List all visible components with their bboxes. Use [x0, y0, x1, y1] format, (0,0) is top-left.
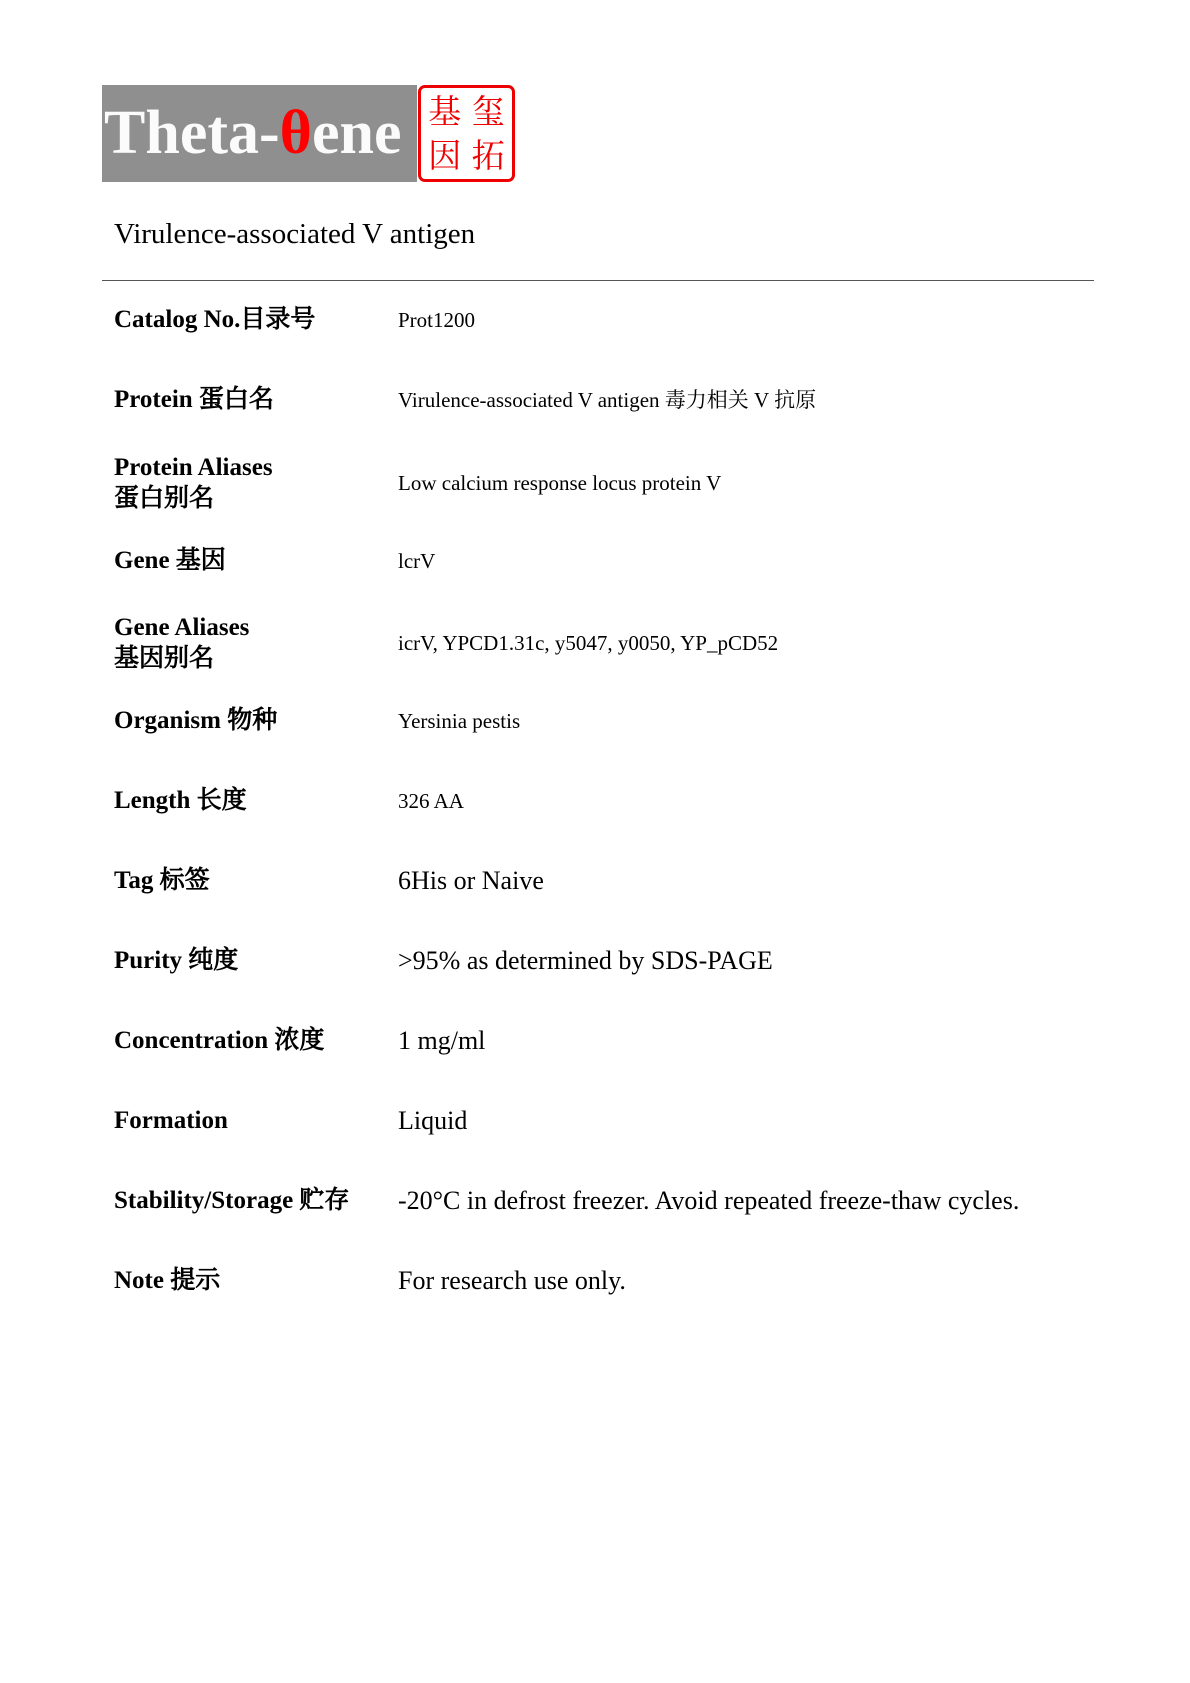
field-label: Formation [114, 1107, 228, 1134]
company-logo [102, 85, 515, 182]
field-value: -20°C in defrost freezer. Avoid repeated freeze-thaw cycles. [398, 1185, 1020, 1215]
field-protein-aliases [114, 452, 1114, 514]
logo-seal: 基 玺 因 拓 [418, 85, 515, 182]
product-title: Virulence-associated V antigen [114, 218, 476, 250]
field-tag [114, 865, 1114, 896]
field-organism [114, 705, 1114, 736]
field-label: Stability/Storage 贮存 [114, 1187, 350, 1214]
field-value: icrV, YPCD1.31c, y5047, y0050, YP_pCD52 [398, 631, 779, 655]
field-concentration [114, 1025, 1114, 1056]
field-label: Catalog No.目录号 [114, 306, 316, 333]
field-note [114, 1265, 1114, 1296]
logo-wordmark: Theta-θene [102, 85, 417, 182]
field-value: Liquid [398, 1105, 468, 1135]
field-value: 6His or Naive [398, 865, 544, 895]
field-protein [114, 384, 1114, 415]
field-value: Low calcium response locus protein V [398, 471, 722, 495]
field-value: Virulence-associated V antigen 毒力相关 V 抗原 [398, 387, 817, 412]
field-formation [114, 1105, 1114, 1136]
field-catalog-no [114, 304, 1114, 335]
field-value: 1 mg/ml [398, 1025, 486, 1055]
title-divider [102, 280, 1094, 281]
field-label: Tag 标签 [114, 867, 210, 894]
field-gene [114, 545, 1114, 576]
field-gene-aliases [114, 612, 1114, 674]
field-label: Protein Aliases 蛋白别名 [114, 454, 273, 512]
logo-theta: θ [279, 99, 313, 167]
field-value: For research use only. [398, 1265, 626, 1295]
field-label: Protein 蛋白名 [114, 386, 274, 413]
field-value: 326 AA [398, 788, 464, 813]
field-label: Concentration 浓度 [114, 1027, 325, 1054]
field-label: Organism 物种 [114, 707, 278, 734]
field-value: lcrV [398, 548, 436, 573]
field-label: Length 长度 [114, 787, 247, 814]
field-purity [114, 945, 1114, 976]
field-label: Note 提示 [114, 1267, 221, 1294]
field-label: Gene 基因 [114, 547, 226, 574]
field-value: Prot1200 [398, 307, 476, 332]
field-value: Yersinia pestis [398, 708, 521, 733]
field-value: >95% as determined by SDS-PAGE [398, 945, 773, 975]
field-label: Purity 纯度 [114, 947, 239, 974]
field-stability-storage [114, 1185, 1114, 1216]
field-label: Gene Aliases 基因别名 [114, 614, 250, 672]
field-length [114, 785, 1114, 816]
